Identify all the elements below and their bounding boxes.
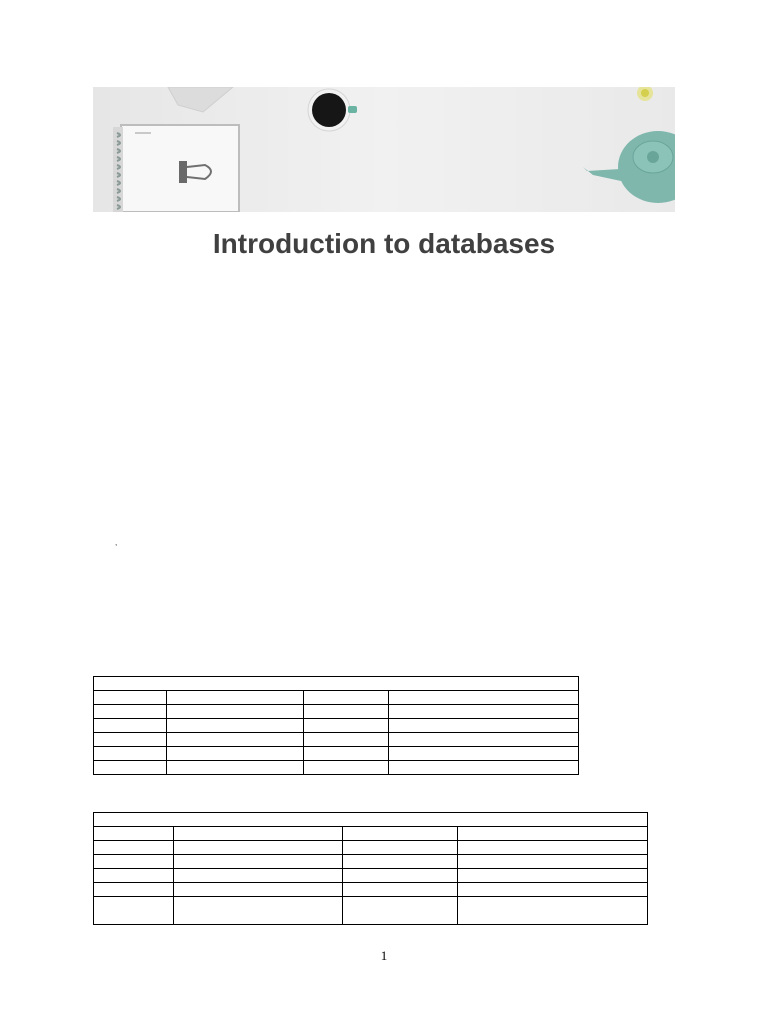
table-header-cell [94,677,579,691]
table-header-row [94,677,579,691]
empty-table-1 [93,676,579,775]
table-row [94,897,648,925]
page-number: 1 [380,948,388,963]
table-row [94,841,648,855]
table-row [94,691,579,705]
table-row [94,733,579,747]
table-row [94,855,648,869]
table-row [94,747,579,761]
empty-table-2 [93,812,648,925]
table-row [94,719,579,733]
table-row [94,827,648,841]
table-header-row [94,813,648,827]
table-row [94,761,579,775]
document-title: Introduction to databases [212,228,556,259]
header-banner-image [93,87,675,212]
notebook-icon [113,125,239,212]
table-row [94,883,648,897]
table-header-cell [94,813,648,827]
stray-mark: , [115,538,118,547]
table-row [94,705,579,719]
table-row [94,869,648,883]
